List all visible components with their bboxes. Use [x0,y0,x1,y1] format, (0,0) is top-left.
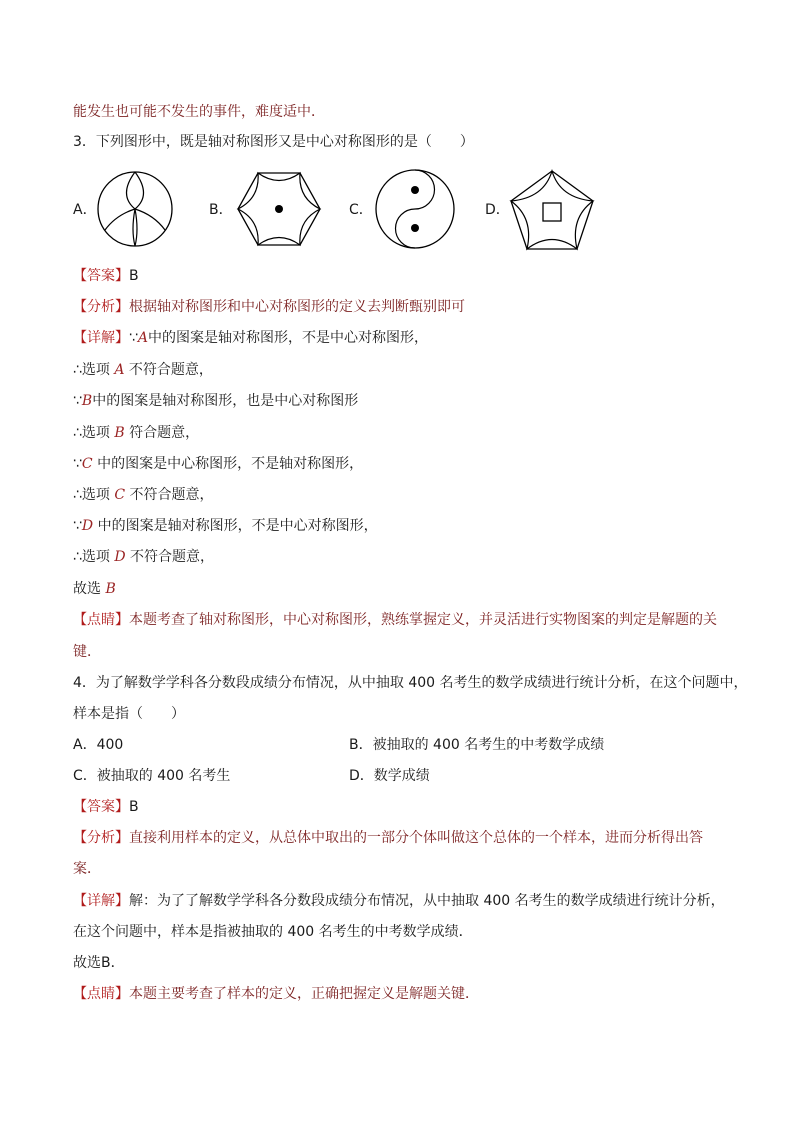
detail-text: ∴选项 [73,425,115,441]
detail-text: ∵ [73,518,82,534]
analysis-tag: 【分析】 [73,299,129,315]
q4-stem-line-1: 4．为了解数学学科各分数段成绩分布情况，从中抽取 400 名考生的数学成绩进行统计分析，在这个问题中， [73,675,748,691]
q4-option-a: A．400 [73,737,124,753]
detail-var: C [114,487,126,503]
answer-tag: 【答案】 [73,268,129,284]
q3-comment-cont: 键． [73,644,101,660]
detail-var: A [137,330,149,346]
detail-text: ∴选项 [73,487,115,503]
figure-d-pentagon-square [508,168,596,252]
figure-c-taiji [373,168,457,250]
choose-var: B [105,581,116,597]
q3-analysis [73,297,465,317]
detail-text: ∵ [129,330,138,346]
intro-text: 能发生也可能不发生的事件，难度适中． [73,104,325,120]
q4-choose: 故选B． [73,955,125,971]
detail-text: 不符合题意， [125,487,214,503]
q4-option-c: C．被抽取的 400 名考生 [73,768,231,784]
detail-text: ∴选项 [73,362,115,378]
q3-option-a-label: A． [73,202,97,218]
q3-option-b-label: B． [209,202,233,218]
detail-text: 中的图案是轴对称图形，不是中心对称图形， [148,330,429,346]
q3-detail-line-6 [73,485,214,505]
q3-detail-line-7 [73,516,378,536]
detail-text: 中的图案是轴对称图形，不是中心对称图形， [93,518,378,534]
q3-detail-line-3 [73,391,358,411]
comment-tag: 【点睛】 [73,986,129,1002]
detail-text: 不符合题意， [125,549,215,565]
q4-detail [73,891,725,911]
detail-text: ∴选项 [73,549,115,565]
detail-var: B [114,425,125,441]
answer-value: B [129,268,139,284]
q3-stem: 3．下列图形中，既是轴对称图形又是中心对称图形的是（ ） [73,134,474,150]
detail-var: A [114,362,125,378]
q4-analysis [73,828,703,848]
comment-text: 本题主要考查了样本的定义，正确把握定义是解题关键． [129,986,479,1002]
detail-var: D [114,549,126,565]
detail-var: C [81,456,93,472]
q3-detail-line-2 [73,360,213,380]
answer-value: B [129,799,139,815]
detail-text: ∵ [73,456,82,472]
answer-tag: 【答案】 [73,799,129,815]
q4-answer [73,797,139,817]
q3-detail-line-8 [73,547,214,567]
choose-text: 故选 [73,581,106,597]
q3-choose [73,579,116,599]
q4-option-d: D．数学成绩 [349,768,430,784]
detail-var: D [81,518,94,534]
q3-detail-line-4 [73,423,199,443]
q3-option-d-label: D． [485,202,510,218]
q4-detail-cont: 在这个问题中，样本是指被抽取的 400 名考生的中考数学成绩． [73,924,473,940]
detail-text: ∵ [73,393,82,409]
detail-tag: 【详解】 [73,330,129,346]
analysis-tag: 【分析】 [73,830,129,846]
figure-b-hexagon-star [236,170,322,248]
detail-text: 符合题意， [124,425,200,441]
q4-analysis-cont: 案． [73,861,101,877]
analysis-text: 根据轴对称图形和中心对称图形的定义去判断甄别即可 [129,299,465,315]
detail-text: 中的图案是中心称图形，不是轴对称图形， [92,456,364,472]
comment-tag: 【点睛】 [73,612,129,628]
detail-text: 解：为了了解数学学科各分数段成绩分布情况，从中抽取 400 名考生的数学成绩进行统计分析， [129,893,725,909]
q4-comment [73,984,479,1004]
figure-a-circle-three-petals [96,170,174,248]
comment-text: 本题考查了轴对称图形，中心对称图形，熟练掌握定义，并灵活进行实物图案的判定是解题的关 [129,612,717,628]
q4-stem-line-2: 样本是指（ ） [73,706,185,722]
q3-answer [73,266,139,286]
detail-text: 不符合题意， [124,362,213,378]
detail-tag: 【详解】 [73,893,129,909]
detail-text: 中的图案是轴对称图形，也是中心对称图形 [92,393,359,409]
q4-option-b: B．被抽取的 400 名考生的中考数学成绩 [349,737,605,753]
q3-detail-line-1 [73,328,428,348]
q3-option-c-label: C． [349,202,373,218]
analysis-text: 直接利用样本的定义，从总体中取出的一部分个体叫做这个总体的一个样本，进而分析得出答 [129,830,703,846]
q3-detail-line-5 [73,454,363,474]
detail-var: B [81,393,93,409]
q3-comment [73,610,717,630]
